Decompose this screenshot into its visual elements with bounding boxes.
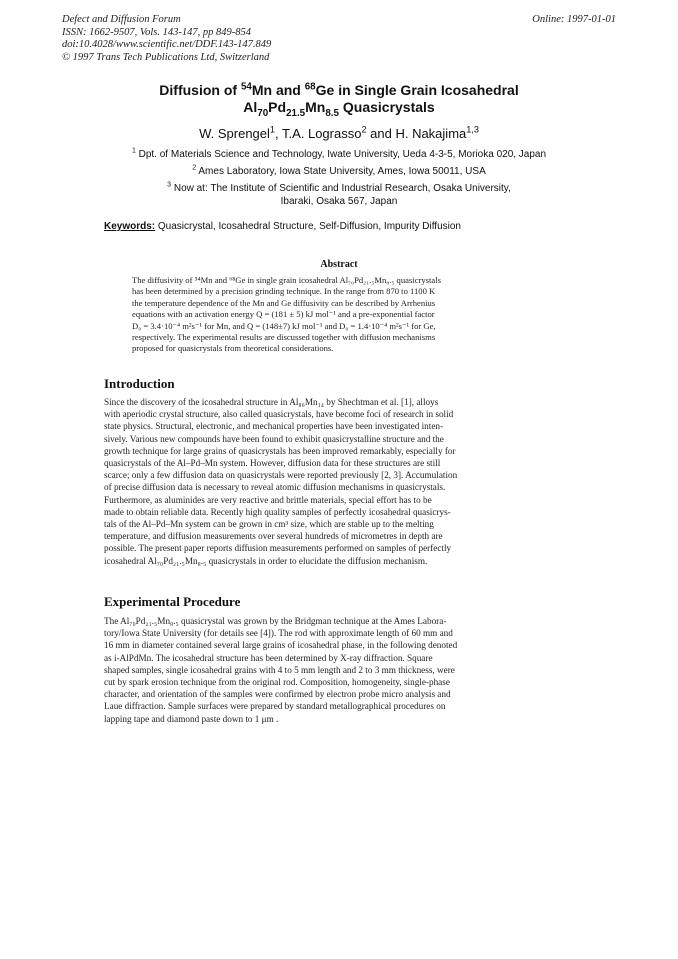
author-2: T.A. Lograsso: [281, 126, 362, 141]
journal-header: [62, 14, 271, 64]
introduction-heading: Introduction: [104, 376, 175, 391]
experimental-body: The Al₇₀Pd₂₁.₅Mn₈.₅ quasicrystal was grown by the Bridgman technique at the Ames Labora- tory/Iowa State University (for details see [4]). The rod with approximate length of 60 mm and 16 mm in diameter contained several large grains of icosahedral phase, in the following denoted as i-AlPdMn. The icosahedral structure has been determined by X-ray diffraction. Square shaped samples, single icosahedral grains with 4 to 5 mm length and 2 to 3 mm thickness, were cut by spark erosion technique from the original rod. Composition, homogeneity, single-phase character, and orientation of the samples were confirmed by electron probe micro analysis and Laue diffraction. Sample surfaces were prepared by standard metallographical procedures on lapping tape and diamond paste down to 1 μm .: [104, 616, 458, 724]
abstract-body: The diffusivity of ⁵⁴Mn and ⁶⁸Ge in single grain icosahedral Al₇₀Pd₂₁.₅Mn₈.₅ quasicrystals has been determined by a precision grinding technique. In the range from 870 to 1100 K the temperature dependence of the Mn and Ge diffusivity can be described by Arrhenius equations with an activation energy Q = (181 ± 5) kJ mol⁻¹ and a pre-exponential factor D₀ = 3.4·10⁻⁴ m²s⁻¹ for Mn, and Q = (148±7) kJ mol⁻¹ and D₀ = 1.4·10⁻⁴ m²s⁻¹ for Ge, respectively. The experimental results are discussed together with diffusion mechanisms proposed for quasicrystals from theoretical considerations.: [132, 275, 441, 354]
title-line-1: Diffusion of $^{54}$Mn and $^{68}$Ge in Single Grain Icosahedral: [159, 81, 519, 98]
affiliation-2: $^2$ Ames Laboratory, Iowa State University, Ames, Iowa 50011, USA: [192, 164, 486, 177]
title-line-2: $Al_{70}Pd_{21.5}Mn_{8.5}$ Quasicrystals: [243, 99, 435, 119]
keywords-label: Keywords:: [104, 221, 156, 232]
abstract-heading: Abstract: [320, 259, 358, 270]
online-date: Online: 1997-01-01: [532, 14, 616, 25]
journal-issn: ISSN: 1662-9507, Vols. 143-147, pp 849-854: [62, 26, 251, 38]
journal-name: Defect and Diffusion Forum: [62, 14, 181, 25]
keywords: [104, 220, 584, 233]
experimental-heading: Experimental Procedure: [104, 594, 241, 609]
author-list: W. Sprengel$^1$, T.A. Lograsso$^2$ and H. Nakajima$^{1,3}$: [199, 124, 479, 141]
author-1: W. Sprengel: [199, 126, 270, 141]
journal-doi: doi:10.4028/www.scientific.net/DDF.143-147.849: [62, 39, 272, 51]
journal-copyright: © 1997 Trans Tech Publications Ltd, Switzerland: [62, 51, 270, 63]
introduction-body: Since the discovery of the icosahedral structure in Al₈₆Mn₁₄ by Shechtman et al. [1], alloys with aperiodic crystal structure, also called quasicrystals, have become foci of research in solid state physics. Structural, electronic, and mechanical properties have been investigated inten- sively. Various new compounds have been found to exhibit quasicrystalline structure and the growth technique for large grains of quasicrystals has been improved remarkably, especially for quasicrystals of the Al–Pd–Mn system. However, diffusion data for these structures are still scarce; only a few diffusion data on quasicrystals were reported previously [2, 3]. Accumulation of precise diffusion data is necessary to reveal atomic diffusion mechanisms in quasicrystals. Furthermore, as aluminides are very reactive and brittle materials, special effort has to be made to obtain reliable data. Recently high quality samples of perfectly icosahedral quasicrys- tals of the Al–Pd–Mn system can be grown in cm³ size, which are stable up to the melting temperature, and diffusion measurements over several hundreds of micrometres in depth are possible. The present paper reports diffusion measurements performed on samples of perfectly icosahedral Al₇₀Pd₂₁.₅Mn₈.₅ quasicrystals in order to elucidate the diffusion mechanism.: [104, 397, 458, 566]
paper-title: [0, 81, 678, 119]
keywords-text: Quasicrystal, Icosahedral Structure, Self-Diffusion, Impurity Diffusion: [155, 221, 461, 232]
author-3: H. Nakajima: [395, 126, 467, 141]
affiliation-1: $^1$ Dpt. of Materials Science and Technology, Iwate University, Ueda 4-3-5, Morioka 020, Japan: [131, 147, 547, 160]
affiliation-3: $^3$ Now at: The Institute of Scientific and Industrial Research, Osaka University, Ibaraki, Osaka 567, Japan: [167, 181, 511, 207]
